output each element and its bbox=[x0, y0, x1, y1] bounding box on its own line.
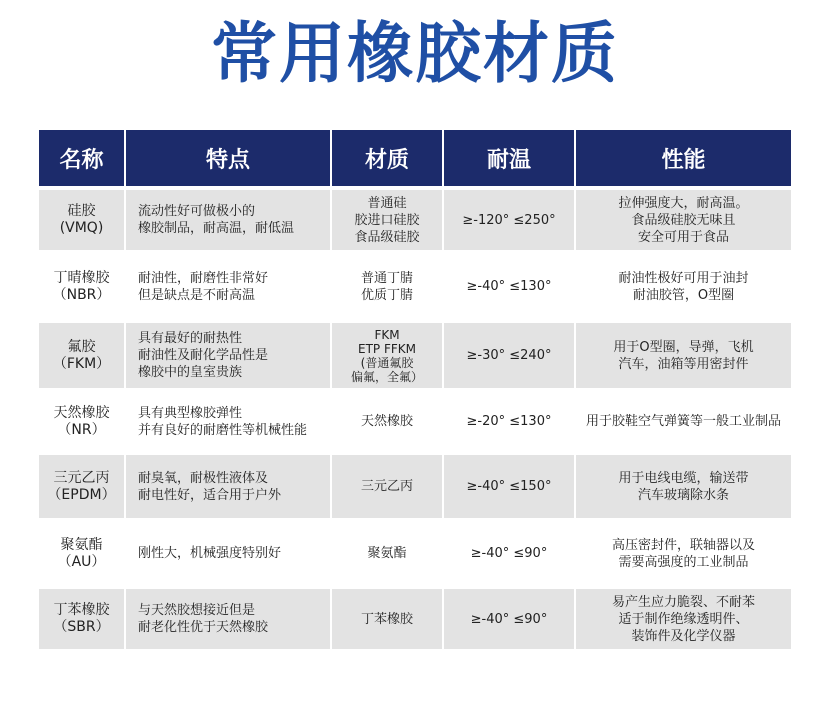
cell-name bbox=[39, 453, 125, 520]
cell-features-line: 与天然胶想接近但是 bbox=[138, 603, 256, 618]
cell-temperature bbox=[443, 390, 575, 453]
cell-features-line: 橡胶制品，耐高温，耐低温 bbox=[138, 221, 295, 236]
cell-material-line: 三元乙丙 bbox=[360, 479, 413, 494]
cell-features bbox=[125, 453, 331, 520]
cell-features-line: 耐老化性优于天然橡胶 bbox=[138, 620, 269, 635]
cell-features bbox=[125, 390, 331, 453]
cell-performance bbox=[575, 390, 791, 453]
cell-features-line: 耐油性及耐化学品性是 bbox=[138, 348, 269, 363]
cell-features-line: 刚性大，机械强度特别好 bbox=[138, 546, 282, 561]
cell-features-line: 并有良好的耐磨性等机械性能 bbox=[138, 422, 308, 438]
cell-material-line: FKM bbox=[374, 327, 400, 342]
table-row bbox=[39, 321, 791, 390]
cell-temperature bbox=[443, 252, 575, 321]
table-row bbox=[39, 390, 791, 453]
cell-features-line: 耐电性好，适合用于户外 bbox=[138, 487, 282, 503]
cell-temperature-line: ≥-40° ≤150° bbox=[466, 479, 552, 494]
cell-name-line: 三元乙丙 bbox=[53, 469, 110, 486]
cell-features-line: 具有典型橡胶弹性 bbox=[138, 405, 243, 421]
cell-performance bbox=[575, 587, 791, 651]
page-title: 常用橡胶材质 bbox=[211, 15, 619, 92]
cell-temperature bbox=[443, 453, 575, 520]
cell-features-line: 流动性好可做极小的 bbox=[138, 204, 256, 219]
cell-temperature bbox=[443, 587, 575, 651]
cell-name-line: （AU） bbox=[57, 553, 106, 570]
cell-material bbox=[331, 188, 443, 252]
cell-performance-line: 需要高强度的工业制品 bbox=[618, 554, 749, 570]
cell-features bbox=[125, 587, 331, 651]
cell-performance-line: 用于电线电缆，输送带 bbox=[618, 470, 749, 486]
cell-features-line: 具有最好的耐热性 bbox=[138, 331, 243, 346]
cell-name-line: 硅胶 bbox=[67, 203, 96, 219]
cell-performance-line: 拉伸强度大，耐高温。 bbox=[618, 195, 749, 211]
cell-performance-line: 装饰件及化学仪器 bbox=[631, 628, 736, 644]
cell-material bbox=[331, 321, 443, 390]
cell-material bbox=[331, 520, 443, 587]
cell-performance-line: 用于胶鞋空气弹簧等一般工业制品 bbox=[585, 414, 781, 429]
cell-material-line: 食品级硅胶 bbox=[354, 229, 420, 245]
cell-performance bbox=[575, 520, 791, 587]
cell-performance bbox=[575, 188, 791, 252]
cell-material-line: 聚氨酯 bbox=[367, 546, 407, 561]
cell-material bbox=[331, 390, 443, 453]
cell-features bbox=[125, 252, 331, 321]
cell-material bbox=[331, 252, 443, 321]
cell-name-line: 氟胶 bbox=[67, 338, 96, 355]
cell-name-line: （NBR） bbox=[52, 286, 111, 303]
cell-performance bbox=[575, 252, 791, 321]
cell-temperature-line: ≥-40° ≤90° bbox=[470, 611, 548, 627]
table-header-row bbox=[39, 130, 791, 188]
cell-features bbox=[125, 321, 331, 390]
cell-material-line: 普通丁腈 bbox=[360, 270, 413, 286]
cell-performance-line: 汽车玻璃除水条 bbox=[637, 487, 729, 503]
cell-material-line: 普通硅 bbox=[367, 195, 407, 211]
header-temperature: 耐温 bbox=[443, 130, 575, 188]
cell-performance-line: 高压密封件，联轴器以及 bbox=[611, 537, 755, 553]
cell-performance-line: 耐油性极好可用于油封 bbox=[618, 270, 749, 286]
cell-performance bbox=[575, 453, 791, 520]
cell-features-line: 耐油性，耐磨性非常好 bbox=[138, 270, 269, 286]
cell-name-line: （EPDM） bbox=[47, 486, 116, 503]
cell-name-line: （FKM） bbox=[52, 355, 111, 372]
cell-material bbox=[331, 453, 443, 520]
rubber-material-table bbox=[39, 130, 791, 653]
cell-material-line: (普通氟胶 bbox=[360, 355, 414, 370]
table-row bbox=[39, 188, 791, 252]
cell-material-line: ETP FFKM bbox=[358, 341, 416, 356]
table-row bbox=[39, 252, 791, 321]
cell-temperature bbox=[443, 520, 575, 587]
cell-name-line: 丁苯橡胶 bbox=[53, 602, 110, 618]
cell-features bbox=[125, 520, 331, 587]
cell-name-line: 天然橡胶 bbox=[53, 404, 110, 421]
cell-material-line: 天然橡胶 bbox=[360, 414, 413, 429]
cell-name-line: （SBR） bbox=[53, 619, 110, 635]
cell-name-line: (VMQ) bbox=[59, 220, 104, 236]
cell-temperature bbox=[443, 321, 575, 390]
cell-performance-line: 易产生应力脆裂、不耐苯 bbox=[611, 594, 755, 610]
cell-performance-line: 安全可用于食品 bbox=[637, 229, 729, 245]
cell-material-line: 胶进口硅胶 bbox=[354, 212, 420, 228]
cell-name-line: （NR） bbox=[57, 421, 106, 438]
cell-performance-line: 汽车，油箱等用密封件 bbox=[618, 356, 749, 372]
cell-name-line: 丁晴橡胶 bbox=[53, 269, 110, 286]
cell-performance-line: 耐油胶管，O型圈 bbox=[632, 287, 735, 303]
cell-temperature-line: ≥-20° ≤130° bbox=[466, 414, 552, 429]
table-row bbox=[39, 453, 791, 520]
cell-features-line: 但是缺点是不耐高温 bbox=[138, 287, 256, 303]
cell-name bbox=[39, 587, 125, 651]
cell-material-line: 偏氟，全氟） bbox=[350, 369, 423, 384]
cell-name-line: 聚氨酯 bbox=[60, 536, 103, 553]
header-name: 名称 bbox=[39, 130, 125, 188]
cell-name bbox=[39, 520, 125, 587]
cell-material-line: 丁苯橡胶 bbox=[360, 611, 413, 627]
cell-temperature-line: ≥-40° ≤90° bbox=[470, 546, 548, 561]
cell-features-line: 橡胶中的皇室贵族 bbox=[138, 365, 243, 380]
cell-name bbox=[39, 188, 125, 252]
cell-temperature-line: ≥-120° ≤250° bbox=[462, 212, 556, 228]
cell-performance-line: 食品级硅胶无味且 bbox=[631, 212, 736, 228]
cell-performance bbox=[575, 321, 791, 390]
header-features: 特点 bbox=[125, 130, 331, 188]
header-material: 材质 bbox=[331, 130, 443, 188]
cell-performance-line: 用于O型圈，导弹，飞机 bbox=[613, 339, 754, 355]
cell-features bbox=[125, 188, 331, 252]
cell-features-line: 耐臭氧，耐极性液体及 bbox=[138, 470, 269, 486]
cell-name bbox=[39, 390, 125, 453]
cell-material-line: 优质丁腈 bbox=[360, 287, 413, 303]
table-row bbox=[39, 587, 791, 651]
cell-name bbox=[39, 321, 125, 390]
cell-temperature-line: ≥-30° ≤240° bbox=[466, 348, 552, 363]
cell-temperature-line: ≥-40° ≤130° bbox=[466, 279, 552, 294]
cell-material bbox=[331, 587, 443, 651]
cell-name bbox=[39, 252, 125, 321]
header-performance: 性能 bbox=[575, 130, 791, 188]
cell-temperature bbox=[443, 188, 575, 252]
table-row bbox=[39, 520, 791, 587]
cell-performance-line: 适于制作绝缘透明件、 bbox=[618, 611, 749, 627]
